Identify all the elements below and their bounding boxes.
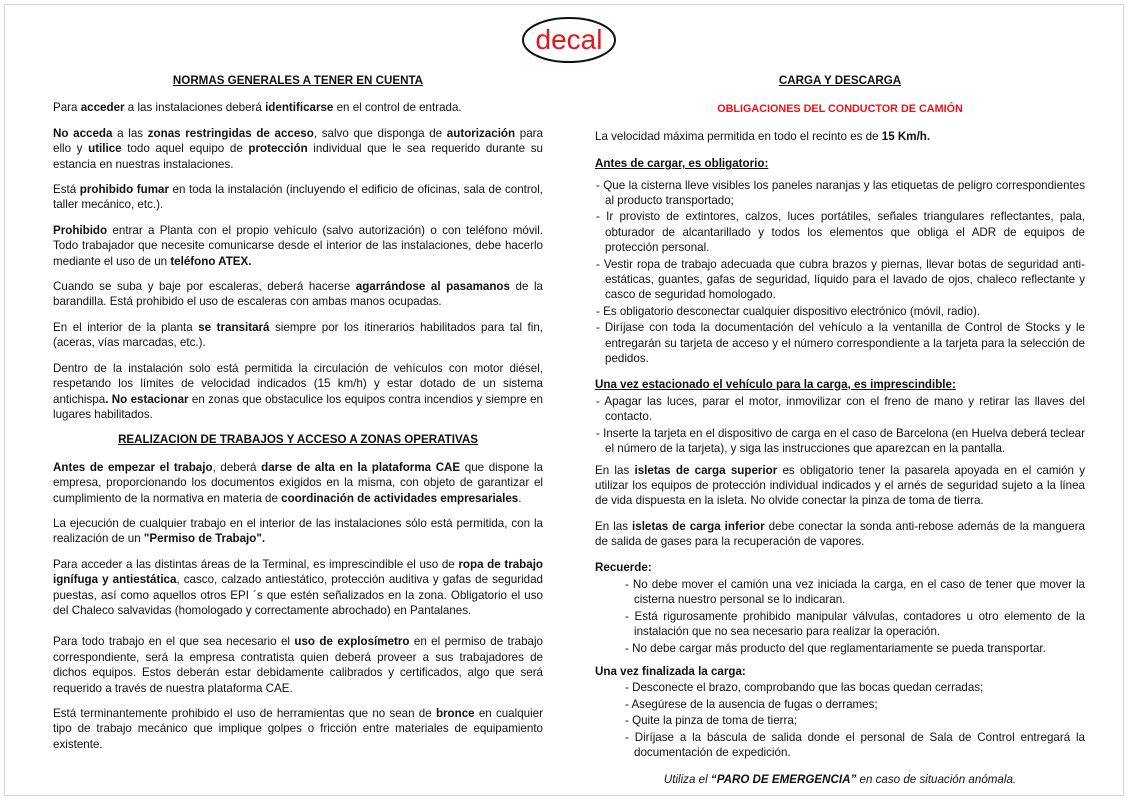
rule-access: Para acceder a las instalaciones deberá identificarse en el control de entrada. — [53, 101, 462, 115]
rule-ppe: Para acceder a las distintas áreas de la Terminal, es imprescindible el uso de ropa de trabajo ignífuga y antiestática, casco, calzado antiestático, protección auditiva y gafas de seguridad puestas, así como aquellos otros EPI ´s que estén señalizados en la zona. Obligatorio el uso del Chaleco salvavidas (homologado y correctamente abrochado) en Pantalanes. — [53, 557, 544, 617]
top-loading-islands: En las isletas de carga superior es obligatorio tener la pasarela apoyada en el camión y utilizar los equipos de protección individual indicados y el arnés de seguridad sujeto a la línea de vida dispuesta en la isleta. No olvide conectar la pinza de toma de tierra. — [595, 463, 1085, 508]
list-item: - Apagar las luces, parar el motor, inmovilizar con el freno de mano y retirar las llaves del contacto. — [596, 394, 1085, 424]
general-rules-title: NORMAS GENERALES A TENER EN CUENTA — [172, 74, 424, 87]
rule-walkways: En el interior de la planta se transitará siempre por los itinerarios habilitados para tal fin, (aceras, vías marcadas, etc.). — [53, 320, 543, 350]
logo-text: decal — [535, 24, 603, 55]
list-item: - Diríjase a la báscula de salida donde el personal de Sala de Control entregará la documentación de expedición. — [625, 730, 1085, 760]
remember-title: Recuerde: — [595, 560, 652, 574]
right-column — [595, 73, 1085, 788]
document-page — [4, 4, 1124, 796]
rule-no-smoking: Está prohibido fumar en toda la instalación (incluyendo el edificio de oficinas, sala de control, taller mecánico, etc.). — [53, 183, 543, 212]
parked-vehicle-list — [595, 394, 1085, 457]
rule-stairs: Cuando se suba y baje por escaleras, deberá hacerse agarrándose al pasamanos de la barandilla. Está prohibido el uso de escaleras con ambas manos ocupadas. — [53, 280, 543, 309]
before-loading-list — [595, 178, 1085, 367]
driver-obligations-title: OBLIGACIONES DEL CONDUCTOR DE CAMIÓN — [717, 103, 963, 116]
rule-bronze-tools: Está terminantemente prohibido el uso de herramientas que no sean de bronce en cualquier tipo de trabajo mecánico que implique golpes o fricción entre materiales de equipamiento existente. — [53, 707, 543, 751]
loading-title: CARGA Y DESCARGA — [778, 74, 902, 87]
after-loading-list — [595, 680, 1085, 760]
rule-cae: Antes de empezar el trabajo, deberá darse de alta en la plataforma CAE que dispone la empresa, proporcionando los documentos exigidos en la misma, con objeto de garantizar el cumplimiento de la normativa en materia de coordinación de actividades empresariales. — [53, 460, 543, 505]
list-item: - Es obligatorio desconectar cualquier dispositivo electrónico (móvil, radio). — [596, 304, 981, 318]
remember-list — [595, 577, 1085, 656]
left-column — [53, 73, 543, 762]
list-item: - Asegúrese de la ausencia de fugas o derrames; — [625, 697, 878, 711]
list-item: - Ir provisto de extintores, calzos, luces portátiles, señales triangulares reflectantes, pala, obturador de alcantarillado y todos los elementos que obliga el ADR de equipos de protección personal. — [596, 210, 1085, 255]
rule-work-permit: La ejecución de cualquier trabajo en el interior de las instalaciones sólo está permitida, con la realización de un "Permiso de Trabajo". — [53, 516, 543, 546]
emergency-stop-note: Utiliza el “PARO DE EMERGENCIA” en caso de situación anómala. — [663, 773, 1017, 787]
rule-explosimeter: Para todo trabajo en el que sea necesario el uso de explosímetro en el permiso de trabajo correspondiente, será la empresa contratista quien deberá proveer a sus trabajadores de dichos equipos. Estos deberán estar debidamente calibrados y certificados, algo que será requerido a través de nuestra plataforma CAE. — [53, 635, 543, 695]
rule-vehicle-phone: Prohibido entrar a Planta con el propio vehículo (salvo autorización) o con teléfono móvil. Todo trabajador que necesite comunicarse desde el interior de las instalaciones, debe hacerlo mediante el uso de un teléfono ATEX. — [53, 223, 543, 268]
list-item: - Diríjase con toda la documentación del vehículo a la ventanilla de Control de Stocks y le entregarán su tarjeta de acceso y el número correspondiente a la tarjeta para la selección de pedidos. — [596, 321, 1085, 366]
rule-vehicles: Dentro de la instalación solo está permitida la circulación de vehículos con motor diésel, respetando los límites de velocidad indicados (15 km/h) y estar dotado de un sistema antichispa. No estacionar en zonas que obstaculice los equipos contra incendios y siempre en lugares habilitados. — [53, 361, 543, 421]
list-item: - Que la cisterna lleve visibles los paneles naranjas y las etiquetas de peligro correspondientes al producto transportado; — [596, 178, 1085, 208]
before-loading-title: Antes de cargar, es obligatorio: — [595, 157, 769, 171]
list-item: - No debe cargar más producto del que reglamentariamente se pueda transportar. — [625, 641, 1046, 655]
list-item: - Inserte la tarjeta en el dispositivo de carga en el caso de Barcelona (en Huelva deberá teclear el número de la tarjeta), y siga las instrucciones que aparezcan en la pantalla. — [596, 426, 1085, 456]
rule-restricted-zones: No acceda a las zonas restringidas de acceso, salvo que disponga de autorización para ello y utilice todo aquel equipo de protección individual que le sea requerido durante su estancia en nuestras instalaciones. — [53, 126, 544, 171]
decal-logo — [521, 16, 617, 64]
list-item: - Quite la pinza de toma de tierra; — [625, 714, 798, 728]
parked-vehicle-title: Una vez estacionado el vehículo para la carga, es imprescindible: — [595, 377, 956, 391]
list-item: - Está rigurosamente prohibido manipular válvulas, contadores u otro elemento de la instalación que no sea necesario para realizar la operación. — [625, 609, 1085, 639]
after-loading-title: Una vez finalizada la carga: — [595, 665, 746, 678]
list-item: - Vestir ropa de trabajo adecuada que cubra brazos y piernas, llevar botas de seguridad anti-estáticas, guantes, gafas de seguridad, líquido para el lavado de ojos, chaleco reflectante y casco de seguridad homologado. — [596, 257, 1085, 302]
works-access-title: REALIZACION DE TRABAJOS Y ACCESO A ZONAS OPERATIVAS — [118, 433, 478, 447]
speed-limit: La velocidad máxima permitida en todo el recinto es de 15 Km/h. — [595, 129, 931, 143]
bottom-loading-islands: En las isletas de carga inferior debe conectar la sonda anti-rebose además de la manguera de salida de gases para la recuperación de vapores. — [595, 519, 1085, 549]
list-item: - Desconecte el brazo, comprobando que las bocas quedan cerradas; — [625, 681, 984, 695]
list-item: - No debe mover el camión una vez iniciada la carga, en el caso de tener que mover la cisterna nuestro personal se lo indicaran. — [625, 577, 1085, 607]
